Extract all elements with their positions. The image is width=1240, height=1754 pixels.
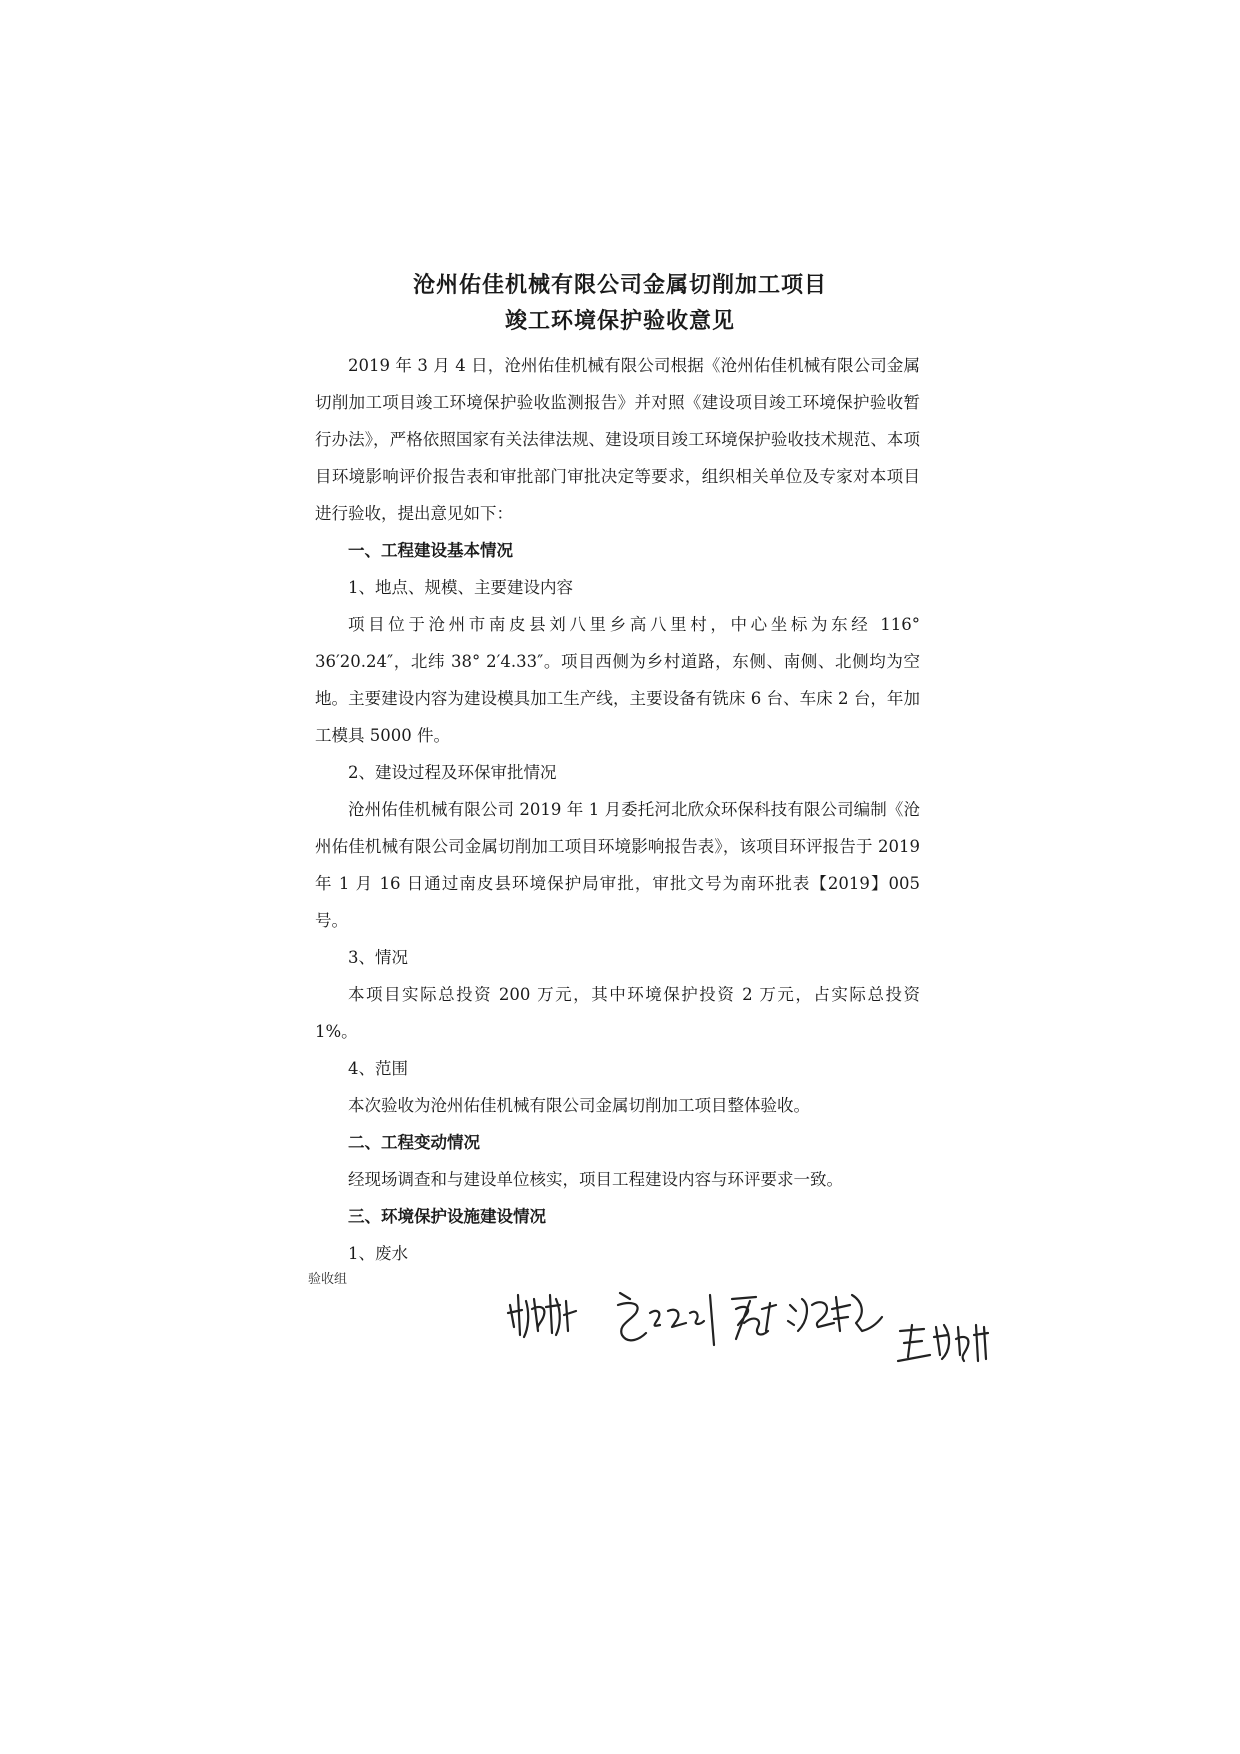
intro-paragraph: 2019 年 3 月 4 日，沧州佑佳机械有限公司根据《沧州佑佳机械有限公司金属切削加工项目竣工环境保护验收监测报告》并对照《建设项目竣工环境保护验收暂行办法》，严格依照国家有关法律法规、建设项目竣工环境保护验收技术规范、本项目环境影响评价报告表和审批部门审批决定等要求，组织相关单位及专家对本项目进行验收，提出意见如下： bbox=[315, 356, 920, 523]
subsection-heading-1-3: 3、情况 bbox=[348, 948, 408, 967]
approval-paragraph: 沧州佑佳机械有限公司 2019 年 1 月委托河北欣众环保科技有限公司编制《沧州佑佳机械有限公司金属切削加工项目环境影响报告表》，该项目环评报告于 2019 年 1 月 16 日通过南皮县环境保护局审批，审批文号为南环批表【2019】005 号。 bbox=[315, 800, 920, 930]
investment-paragraph: 本项目实际总投资 200 万元，其中环境保护投资 2 万元，占实际总投资 1%。 bbox=[315, 985, 920, 1041]
acceptance-group-label: 验收组 bbox=[308, 1272, 348, 1287]
subsection-heading-3-1: 1、废水 bbox=[348, 1244, 408, 1263]
signature-1 bbox=[508, 1295, 576, 1337]
signature-5 bbox=[898, 1325, 988, 1361]
signature-4 bbox=[788, 1295, 882, 1331]
document-body bbox=[315, 347, 920, 1272]
section-heading-1: 一、工程建设基本情况 bbox=[348, 541, 513, 560]
handwritten-signatures bbox=[500, 1265, 1020, 1375]
subsection-heading-1-1: 1、地点、规模、主要建设内容 bbox=[348, 578, 573, 597]
subsection-heading-1-4: 4、范围 bbox=[348, 1059, 408, 1078]
scope-paragraph: 本次验收为沧州佑佳机械有限公司金属切削加工项目整体验收。 bbox=[348, 1096, 810, 1115]
section-heading-3: 三、环境保护设施建设情况 bbox=[348, 1207, 546, 1226]
section-heading-2: 二、工程变动情况 bbox=[348, 1133, 480, 1152]
document-title-line2: 竣工环境保护验收意见 bbox=[504, 309, 735, 334]
signatures-drawing bbox=[500, 1265, 1020, 1375]
changes-paragraph: 经现场调查和与建设单位核实，项目工程建设内容与环评要求一致。 bbox=[348, 1170, 843, 1189]
signature-2 bbox=[618, 1293, 714, 1345]
document-title-line1: 沧州佑佳机械有限公司金属切削加工项目 bbox=[412, 273, 827, 298]
location-paragraph: 项目位于沧州市南皮县刘八里乡高八里村，中心坐标为东经 116° 36′20.24″，北纬 38° 2′4.33″。项目西侧为乡村道路，东侧、南侧、北侧均为空地。主要建设内容为建设模具加工生产线，主要设备有铣床 6 台、车床 2 台，年加工模具 5000 件。 bbox=[315, 615, 920, 745]
subsection-heading-1-2: 2、建设过程及环保审批情况 bbox=[348, 763, 557, 782]
signature-3 bbox=[732, 1297, 776, 1339]
